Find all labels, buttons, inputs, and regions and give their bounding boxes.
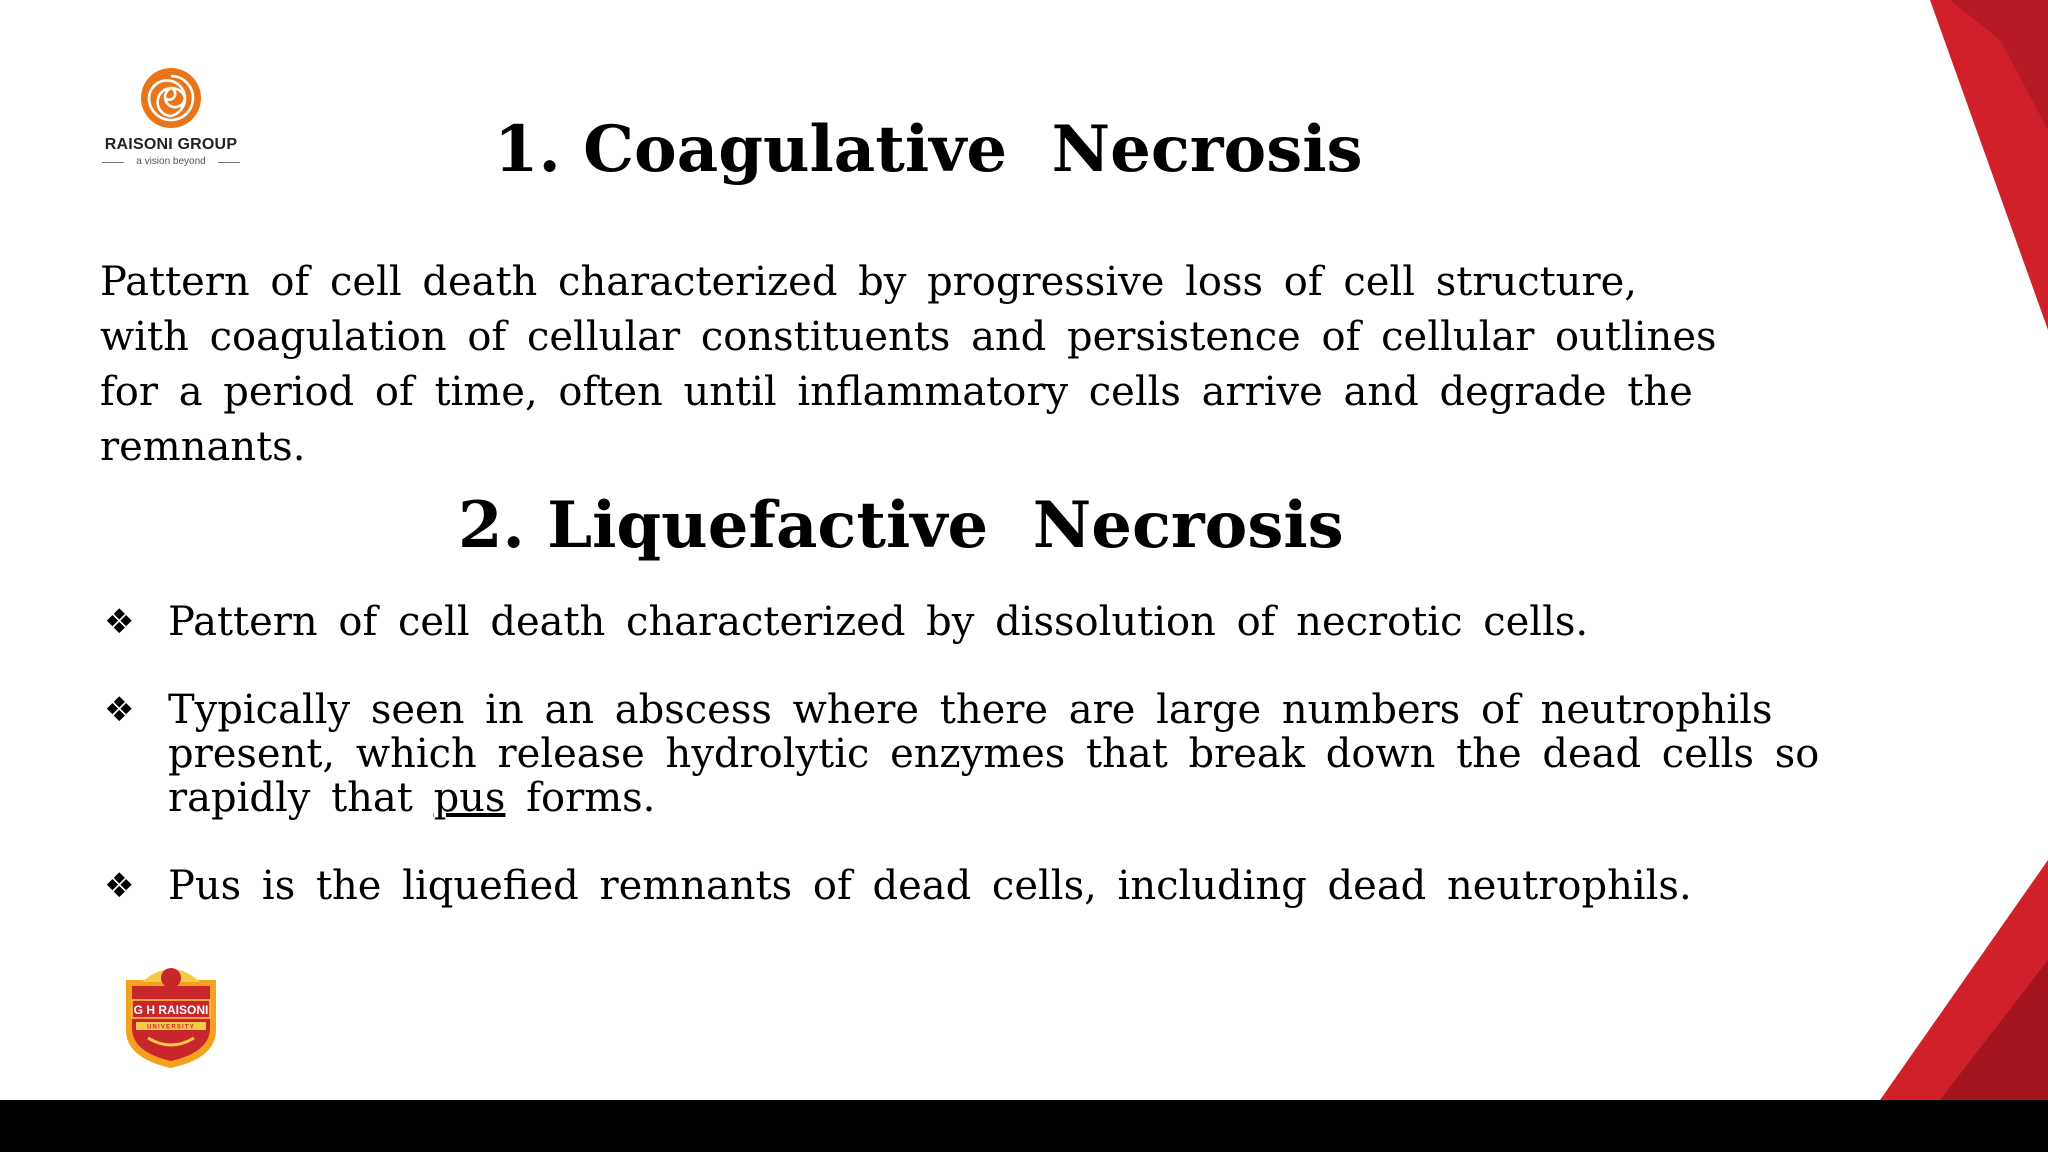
- diamond-bullet-icon: ❖: [104, 866, 135, 906]
- paragraph-line: remnants.: [100, 424, 306, 470]
- bottom-black-bar: [0, 1100, 2048, 1152]
- gh-raisoni-university-emblem: [118, 960, 224, 1070]
- emblem-sub-text: UNIVERSITY: [146, 1024, 196, 1031]
- brand-name: RAISONI GROUP: [104, 136, 238, 153]
- tagline-rule-right: [218, 162, 240, 163]
- diamond-bullet-icon: ❖: [104, 602, 135, 642]
- bullet-text: Pattern of cell death characterized by dissolution of necrotic cells.: [168, 599, 1589, 645]
- title-coagulative-necrosis: 1. Coagulative Necrosis: [494, 112, 1363, 187]
- paragraph-line: Pattern of cell death characterized by progressive loss of cell structure,: [100, 259, 1637, 305]
- swirl-logo-icon: [139, 66, 203, 130]
- paragraph-line: for a period of time, often until inflammatory cells arrive and degrade the: [100, 369, 1693, 415]
- emblem-name-text: G H RAISONI: [133, 1003, 209, 1017]
- bullet-text-part: forms.: [505, 775, 656, 821]
- coagulative-description: [100, 255, 1922, 475]
- title-liquefactive-necrosis: 2. Liquefactive Necrosis: [458, 488, 1344, 563]
- brand-tagline: a vision beyond: [136, 156, 206, 167]
- bullet-text-part: Typically seen in an abscess where there are large numbers of neutrophils present, which release hydrolytic enzymes that break down the dead cells so rapidly that: [168, 687, 1820, 821]
- bullet-text: Pus is the liquefied remnants of dead cells, including dead neutrophils.: [168, 863, 1692, 909]
- raisoni-group-logo: [96, 66, 246, 170]
- diamond-bullet-icon: ❖: [104, 690, 135, 730]
- paragraph-line: with coagulation of cellular constituents and persistence of cellular outlines: [100, 314, 1717, 360]
- underlined-term-pus: pus: [433, 775, 506, 821]
- bullet-text: [168, 688, 1888, 820]
